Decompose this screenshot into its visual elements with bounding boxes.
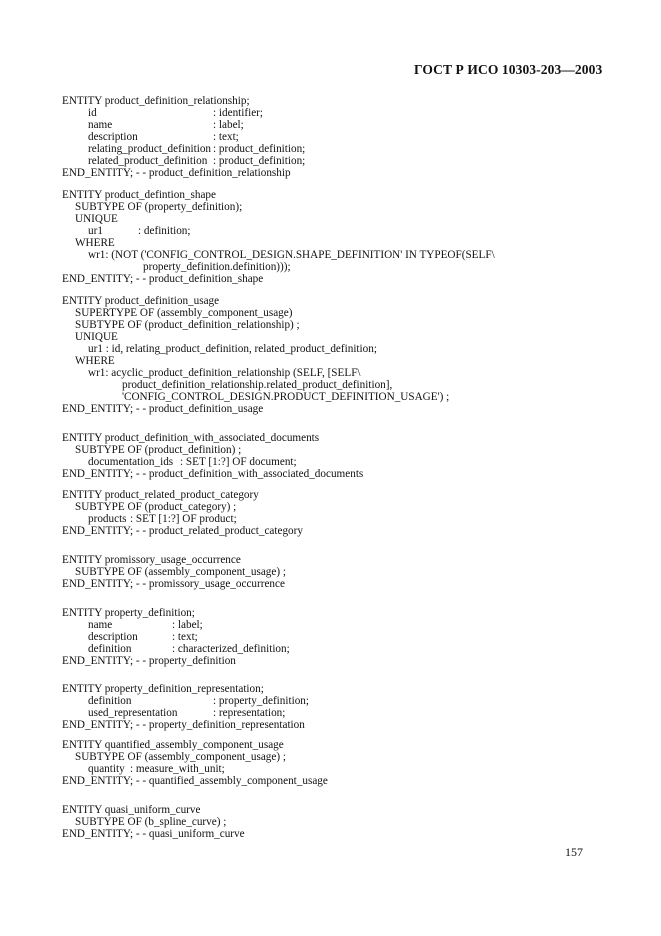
code-line-text: SUBTYPE OF (assembly_component_usage) ; xyxy=(75,751,286,763)
code-line xyxy=(62,403,263,415)
code-line xyxy=(75,331,118,343)
code-line xyxy=(62,167,291,179)
code-line-type: : product_definition; xyxy=(213,143,306,155)
code-line-text: ur1 xyxy=(88,225,103,237)
code-line-text: ur1 : id, relating_product_definition, related_product_definition; xyxy=(88,343,377,355)
code-line-type: : SET [1:?] OF document; xyxy=(180,456,297,468)
code-line-text: END_ENTITY; - - product_definition_shape xyxy=(62,273,264,285)
code-line-text: products xyxy=(88,513,127,525)
code-line xyxy=(62,775,328,787)
code-line-text: SUBTYPE OF (assembly_component_usage) ; xyxy=(75,566,286,578)
code-line-text: name xyxy=(88,119,113,131)
code-line xyxy=(62,525,303,537)
code-line-text: END_ENTITY; - - quasi_uniform_curve xyxy=(62,828,245,840)
code-line-type: : measure_with_unit; xyxy=(130,763,225,775)
code-line xyxy=(75,319,300,331)
code-line xyxy=(75,751,286,763)
code-line-text: ENTITY promissory_usage_occurrence xyxy=(62,554,241,566)
code-line-text: ENTITY product_related_product_category xyxy=(62,489,259,501)
code-line xyxy=(62,95,250,107)
code-line xyxy=(88,695,310,707)
code-line-text: 'CONFIG_CONTROL_DESIGN.PRODUCT_DEFINITION_USAGE') ; xyxy=(122,391,450,403)
code-line xyxy=(88,513,237,525)
code-line-type: : definition; xyxy=(138,225,191,237)
code-line xyxy=(62,655,236,667)
code-line-text: wr1: (NOT ('CONFIG_CONTROL_DESIGN.SHAPE_DEFINITION' IN TYPEOF(SELF\ xyxy=(88,249,495,261)
code-line xyxy=(62,468,363,480)
code-line-type: : property_definition; xyxy=(213,695,310,707)
code-line-text: END_ENTITY; - - property_definition_representation xyxy=(62,719,305,731)
code-line xyxy=(62,295,219,307)
code-line-text: UNIQUE xyxy=(75,331,118,343)
code-line-text: END_ENTITY; - - product_related_product_category xyxy=(62,525,303,537)
code-line xyxy=(75,566,286,578)
code-line xyxy=(88,143,306,155)
code-line-text: UNIQUE xyxy=(75,213,118,225)
code-line-text: END_ENTITY; - - promissory_usage_occurrence xyxy=(62,578,285,590)
document-header: ГОСТ Р ИСО 10303-203—2003 xyxy=(414,62,603,77)
code-line-type: : characterized_definition; xyxy=(172,643,290,655)
code-line xyxy=(88,119,244,131)
code-line-text: wr1: acyclic_product_definition_relationship (SELF, [SELF\ xyxy=(88,367,361,379)
code-line xyxy=(62,739,284,751)
code-line-type: : product_definition; xyxy=(213,155,306,167)
code-line xyxy=(143,261,291,273)
code-line-type: : label; xyxy=(213,119,244,131)
code-line xyxy=(62,489,259,501)
code-line-text: quantity xyxy=(88,763,125,775)
code-line-text: property_definition.definition))); xyxy=(143,261,291,273)
code-line-text: used_representation xyxy=(88,707,178,719)
code-line-type: : SET [1:?] OF product; xyxy=(130,513,237,525)
code-line-text: description xyxy=(88,131,138,143)
code-line xyxy=(75,201,242,213)
code-line xyxy=(62,607,195,619)
code-line-text: ENTITY product_definition_with_associated_documents xyxy=(62,432,320,444)
code-line xyxy=(62,554,241,566)
code-line xyxy=(62,683,264,695)
code-line xyxy=(75,237,115,249)
code-line xyxy=(88,225,191,237)
code-line-text: ENTITY product_definition_relationship; xyxy=(62,95,250,107)
code-line-text: ENTITY quantified_assembly_component_usage xyxy=(62,739,284,751)
code-line-text: SUBTYPE OF (product_definition_relationship) ; xyxy=(75,319,300,331)
code-line xyxy=(62,432,319,444)
code-line-text: ENTITY quasi_uniform_curve xyxy=(62,804,201,816)
code-line xyxy=(62,273,263,285)
code-line-type: : label; xyxy=(172,619,203,631)
code-line-text: id xyxy=(88,107,97,119)
code-line xyxy=(88,763,225,775)
code-line xyxy=(75,213,118,225)
code-line xyxy=(62,804,200,816)
code-line-text: SUBTYPE OF (b_spline_curve) ; xyxy=(75,816,227,828)
code-line-text: documentation_ids xyxy=(88,456,174,468)
code-line xyxy=(62,578,285,590)
code-line xyxy=(62,719,305,731)
code-line-type: : text; xyxy=(172,631,198,643)
code-line-text: description xyxy=(88,631,138,643)
code-line-type: : representation; xyxy=(213,707,286,719)
code-line xyxy=(88,631,198,643)
code-line xyxy=(62,828,245,840)
code-line-text: relating_product_definition xyxy=(88,143,212,155)
code-line-type: : identifier; xyxy=(213,107,264,119)
code-line xyxy=(75,355,115,367)
code-line-text: ENTITY product_definition_usage xyxy=(62,295,220,307)
page-number: 157 xyxy=(565,845,583,859)
code-line-text: END_ENTITY; - - quantified_assembly_component_usage xyxy=(62,775,328,787)
code-line xyxy=(122,391,449,403)
code-line-type: : text; xyxy=(213,131,239,143)
code-line xyxy=(88,155,306,167)
code-line-text: END_ENTITY; - - product_definition_relationship xyxy=(62,167,291,179)
code-line-text: definition xyxy=(88,695,132,707)
code-line-text: ENTITY product_defintion_shape xyxy=(62,189,216,201)
code-line xyxy=(88,456,297,468)
code-line xyxy=(75,444,241,456)
code-line xyxy=(88,107,264,119)
code-line-text: name xyxy=(88,619,113,631)
code-line xyxy=(88,707,286,719)
code-line xyxy=(62,189,216,201)
code-line-text: WHERE xyxy=(75,355,115,367)
code-line-text: definition xyxy=(88,643,132,655)
code-line-text: related_product_definition xyxy=(88,155,208,167)
code-line xyxy=(88,249,495,261)
code-line xyxy=(88,643,290,655)
code-line-text: SUBTYPE OF (product_category) ; xyxy=(75,501,237,513)
code-line-text: SUBTYPE OF (product_definition) ; xyxy=(75,444,242,456)
code-line-text: SUBTYPE OF (property_definition); xyxy=(75,201,243,213)
code-line xyxy=(122,379,392,391)
code-line-text: SUPERTYPE OF (assembly_component_usage) xyxy=(75,307,293,319)
code-line-text: END_ENTITY; - - product_definition_usage xyxy=(62,403,264,415)
code-line xyxy=(88,343,377,355)
code-line xyxy=(88,619,203,631)
code-line xyxy=(75,307,292,319)
code-line xyxy=(88,131,239,143)
code-line-text: product_definition_relationship.related_product_definition], xyxy=(122,379,393,391)
code-line-text: END_ENTITY; - - property_definition xyxy=(62,655,236,667)
code-line xyxy=(75,816,226,828)
code-line-text: WHERE xyxy=(75,237,115,249)
code-line-text: ENTITY property_definition; xyxy=(62,607,195,619)
code-line-text: END_ENTITY; - - product_definition_with_associated_documents xyxy=(62,468,364,480)
code-line xyxy=(75,501,236,513)
code-line-text: ENTITY property_definition_representation; xyxy=(62,683,264,695)
code-line xyxy=(88,367,361,379)
